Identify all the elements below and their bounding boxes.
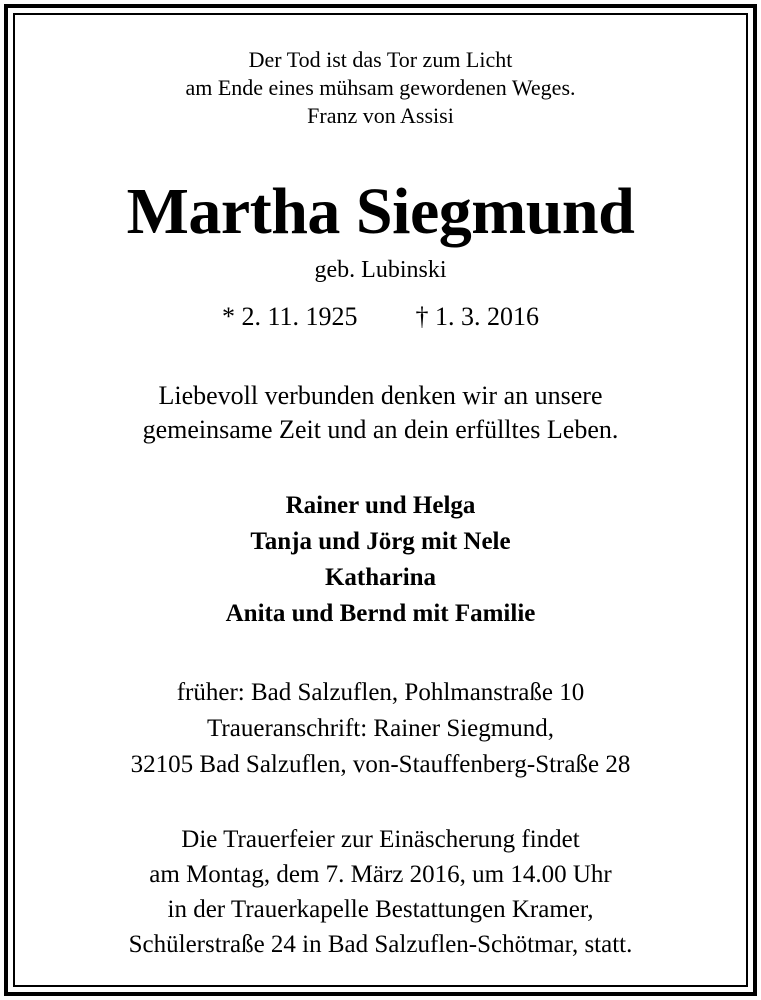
deceased-name: Martha Siegmund bbox=[126, 175, 635, 248]
family-signatures bbox=[0, 488, 761, 632]
opening-quote bbox=[0, 46, 761, 130]
mourning-address-line: 32105 Bad Salzuflen, von-Stauffenberg-Straße 28 bbox=[130, 751, 631, 778]
life-dates bbox=[0, 300, 761, 334]
quote-line: Der Tod ist das Tor zum Licht bbox=[248, 47, 513, 72]
remembrance-text bbox=[0, 379, 761, 447]
family-line: Anita und Bernd mit Familie bbox=[225, 600, 536, 627]
former-address: früher: Bad Salzuflen, Pohlmanstraße 10 bbox=[176, 679, 585, 706]
family-line: Katharina bbox=[324, 564, 437, 591]
mourning-address bbox=[0, 711, 761, 783]
ceremony-line: am Montag, dem 7. März 2016, um 14.00 Uhr bbox=[149, 861, 612, 888]
quote-line: am Ende eines mühsam gewordenen Weges. bbox=[185, 75, 576, 100]
ceremony-line: in der Trauerkapelle Bestattungen Kramer, bbox=[167, 896, 594, 923]
ceremony-notice bbox=[0, 822, 761, 962]
birth-name: geb. Lubinski bbox=[314, 257, 447, 283]
family-line: Rainer und Helga bbox=[285, 492, 476, 519]
ceremony-line: Die Trauerfeier zur Einäscherung findet bbox=[181, 826, 580, 853]
mourning-address-line: Traueranschrift: Rainer Siegmund, bbox=[207, 715, 554, 742]
remembrance-line: gemeinsame Zeit und an dein erfülltes Leben. bbox=[142, 415, 619, 444]
birth-date: * 2. 11. 1925 bbox=[221, 302, 358, 331]
ceremony-line: Schülerstraße 24 in Bad Salzuflen-Schötmar, statt. bbox=[128, 931, 633, 958]
death-date: † 1. 3. 2016 bbox=[415, 302, 540, 331]
quote-author: Franz von Assisi bbox=[307, 103, 454, 128]
remembrance-line: Liebevoll verbunden denken wir an unsere bbox=[158, 381, 603, 410]
family-line: Tanja und Jörg mit Nele bbox=[250, 528, 511, 555]
